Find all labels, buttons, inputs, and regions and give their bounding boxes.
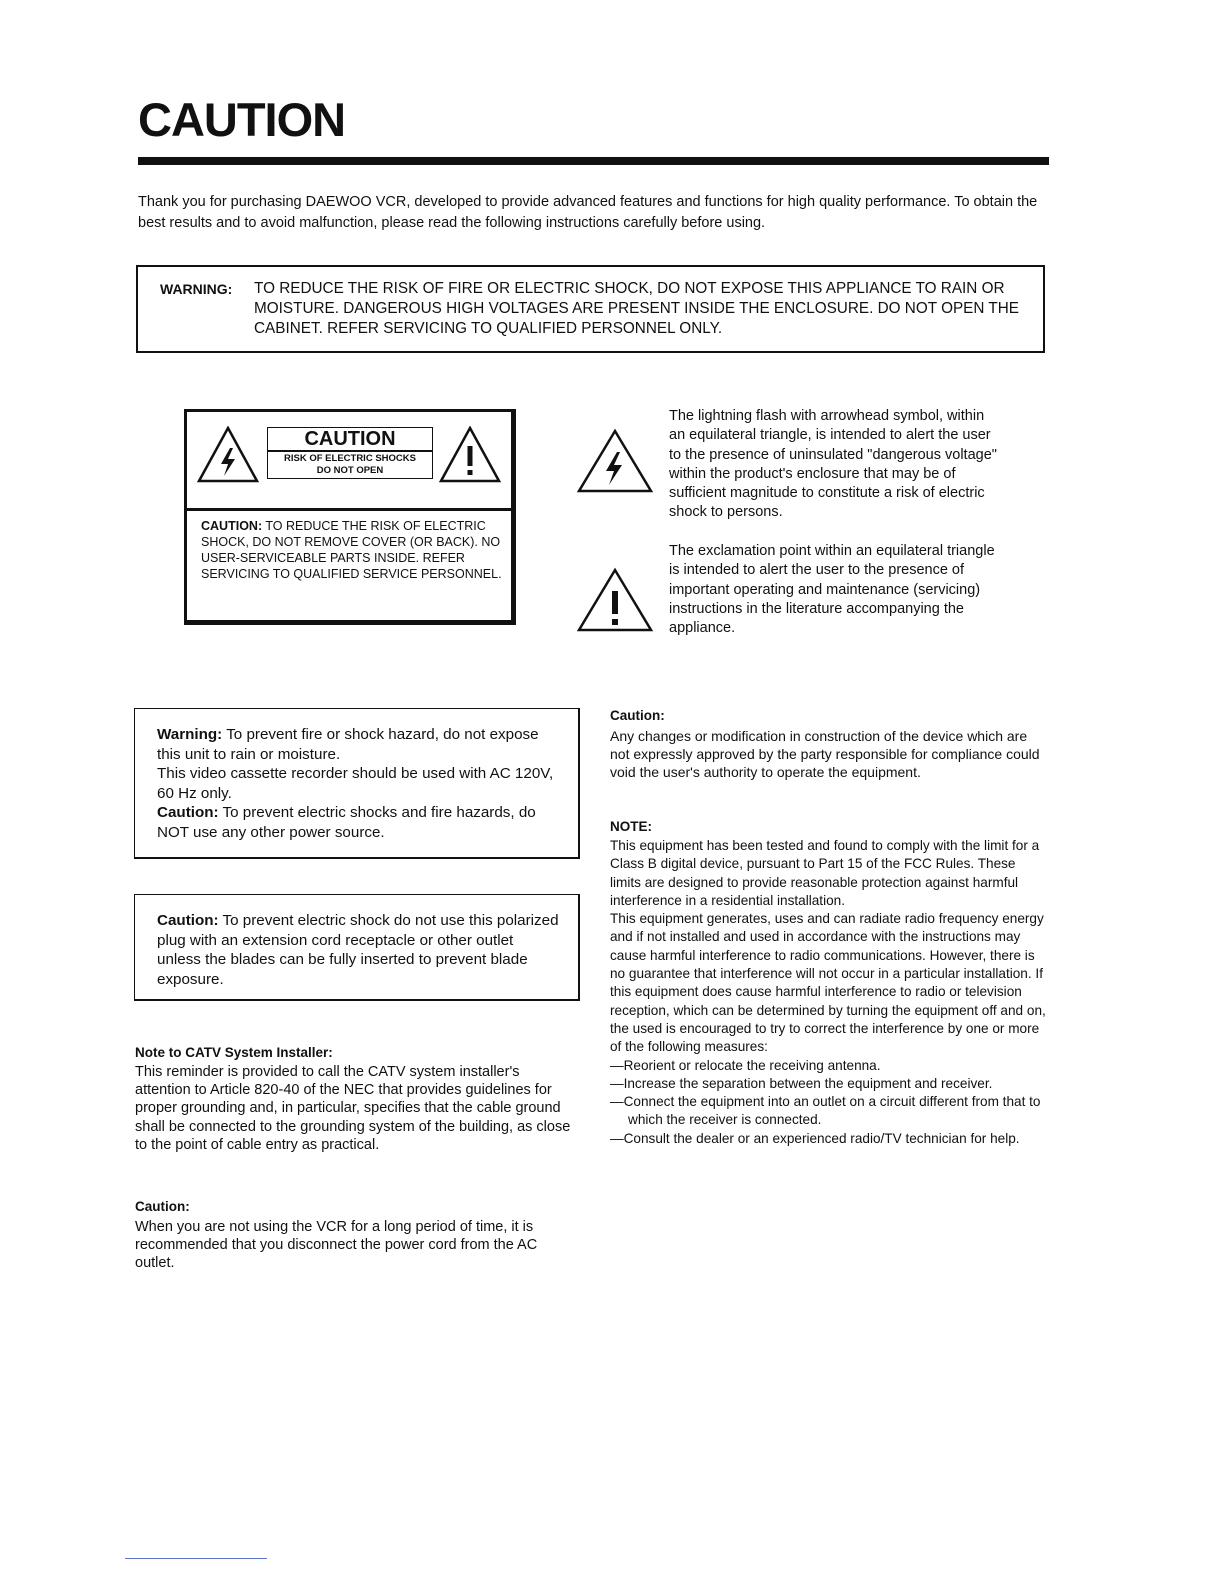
- page-title: CAUTION: [138, 93, 346, 146]
- power-warning-box: [134, 708, 580, 859]
- power-caution-label: Caution:: [157, 804, 219, 821]
- label-title: CAUTION: [304, 428, 396, 450]
- measure-item: —Connect the equipment into an outlet on a circuit different from that to which the receiver is connected.: [610, 1094, 1041, 1128]
- warning-body-2: To prevent fire or shock hazard, do not expose this unit to rain or moisture.: [157, 726, 539, 763]
- label-line-risk: RISK OF ELECTRIC SHOCKS: [284, 452, 416, 464]
- exclamation-symbol-icon: [575, 567, 655, 633]
- plug-caution-body: To prevent electric shock do not use this polarized plug with an extension cord receptacle or other outlet unless the blades can be fully inserted to prevent blade exposure.: [157, 912, 559, 988]
- catv-heading: Note to CATV System Installer:: [135, 1045, 333, 1060]
- fcc-note-paragraph-1: This equipment has been tested and found to comply with the limit for a Class B digital device, pursuant to Part 15 of the FCC Rules. These limits are designed to provide reasonable protection against harmful interference in a residential installation.: [610, 838, 1040, 908]
- plug-caution-text: [157, 911, 561, 989]
- exclamation-symbol-text: The exclamation point within an equilateral triangle is intended to alert the user to the presence of important operating and maintenance (servicing) instructions in the literature accompanying the appliance.: [669, 543, 995, 637]
- plug-caution-box: [134, 894, 580, 1001]
- lightning-symbol-text: The lightning flash with arrowhead symbol, within an equilateral triangle, is intended to alert the user to the presence of uninsulated "dangerous voltage" within the product's enclosure that may be of sufficient magnitude to constitute a risk of electric shock to persons.: [669, 408, 997, 521]
- measure-item: —Reorient or relocate the receiving antenna.: [610, 1057, 881, 1073]
- label-caution-label: CAUTION:: [201, 519, 263, 533]
- warning-text: TO REDUCE THE RISK OF FIRE OR ELECTRIC SHOCK, DO NOT EXPOSE THIS APPLIANCE TO RAIN OR MOISTURE. DANGEROUS HIGH VOLTAGES ARE PRESENT INSIDE THE ENCLOSURE. DO NOT OPEN THE CABINET. REFER SERVICING TO QUALIFIED PERSONNEL ONLY.: [254, 280, 1019, 337]
- catv-text: This reminder is provided to call the CATV system installer's attention to Article 820-40 of the NEC that provides guidelines for proper grounding and, in particular, specifies that the cable ground shall be connected to the grounding system of the building, as close to the point of cable entry as practical.: [135, 1064, 571, 1153]
- fcc-note-text: [610, 837, 1048, 1148]
- measure-item: —Consult the dealer or an experienced radio/TV technician for help.: [610, 1130, 1020, 1146]
- interference-measures-list: [610, 1057, 1048, 1148]
- bottom-rule: [125, 1558, 267, 1559]
- modification-caution-heading: Caution:: [610, 708, 665, 723]
- warning-label-2: Warning:: [157, 726, 223, 743]
- label-caution-body: TO REDUCE THE RISK OF ELECTRIC SHOCK, DO NOT REMOVE COVER (OR BACK). NO USER-SERVICEABLE PARTS INSIDE. REFER SERVICING TO QUALIFIED SERVICE PERSONNEL.: [201, 519, 502, 581]
- caution-label-box: [184, 409, 516, 625]
- fcc-note-paragraph-2: This equipment generates, uses and can radiate radio frequency energy and if not installed and used in accordance with the instructions may cause harmful interference to radio communications. However, there is no guarantee that interference will not occur in a particular installation. If this equipment does cause harmful interference to radio or television reception, which can be determined by turning the equipment off and on, the used is encouraged to try to correct the interference by one or more of the following measures:: [610, 911, 1046, 1055]
- label-title-box: [267, 427, 433, 479]
- plug-caution-label: Caution:: [157, 912, 219, 929]
- long-period-caution-text: When you are not using the VCR for a long period of time, it is recommended that you disconnect the power cord from the AC outlet.: [135, 1219, 538, 1272]
- power-warning-text: [157, 725, 561, 842]
- label-title-rule: [268, 450, 432, 452]
- warning-label: WARNING:: [160, 281, 233, 297]
- fcc-note-heading: NOTE:: [610, 819, 652, 834]
- power-caution-body: To prevent electric shocks and fire hazards, do NOT use any other power source.: [157, 804, 536, 841]
- measure-item: —Increase the separation between the equipment and receiver.: [610, 1075, 993, 1091]
- power-requirement-text: This video cassette recorder should be used with AC 120V, 60 Hz only.: [157, 765, 554, 802]
- warning-box: [136, 265, 1045, 353]
- intro-paragraph: Thank you for purchasing DAEWOO VCR, developed to provide advanced features and functions for high quality performance. To obtain the best results and to avoid malfunction, please read the following instructions carefully before using.: [138, 194, 1038, 231]
- label-caution-text: [201, 518, 507, 582]
- title-rule: [138, 157, 1049, 165]
- lightning-triangle-icon: [197, 426, 259, 484]
- lightning-symbol-icon: [575, 428, 655, 494]
- modification-caution-text: Any changes or modification in construction of the device which are not expressly approved by the party responsible for compliance could void the user's authority to operate the equipment.: [610, 728, 1040, 780]
- label-line-do-not-open: DO NOT OPEN: [316, 464, 384, 476]
- long-period-caution-heading: Caution:: [135, 1199, 190, 1214]
- exclamation-triangle-icon: [439, 426, 501, 484]
- label-divider: [187, 508, 511, 511]
